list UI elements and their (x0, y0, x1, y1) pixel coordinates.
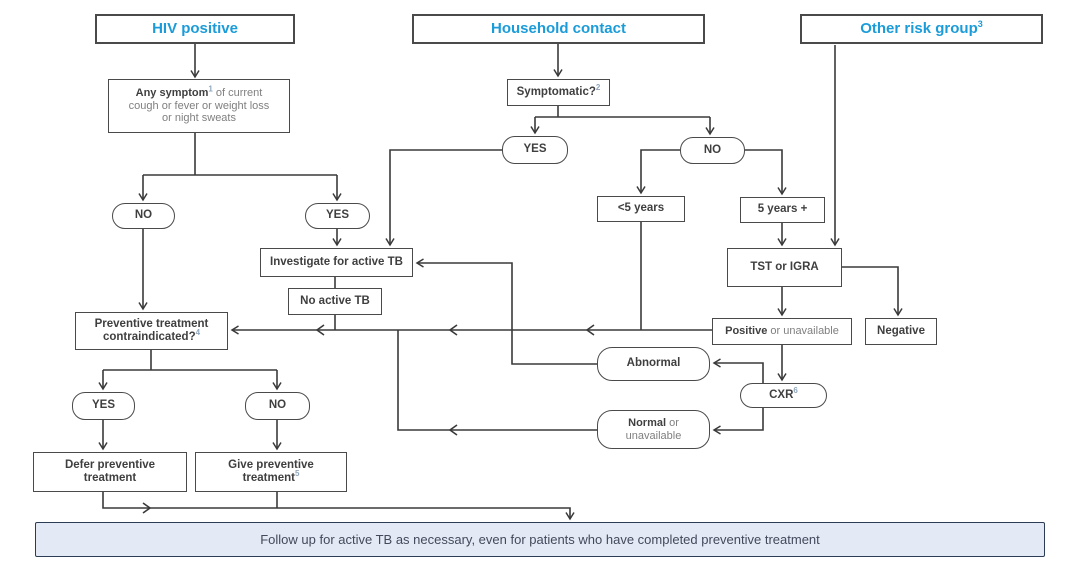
connector-cxr-to-normal (714, 408, 763, 430)
header-hiv-positive-label: HIV positive (152, 20, 238, 38)
node-cxr-label: CXR$^6$ (769, 386, 798, 401)
connector-no-household-to-under5 (641, 150, 680, 193)
node-abnormal (597, 347, 710, 381)
node-under-5-years-label: <5 years (617, 202, 665, 215)
node-symptomatic-label: Symptomatic?$^2$ (516, 83, 601, 98)
header-household-contact-label: Household contact (490, 20, 626, 38)
node-symptomatic (507, 79, 610, 106)
node-no-hiv-label: NO (134, 209, 153, 222)
node-5-years-plus-label: 5 years + (757, 203, 808, 216)
node-no-household (680, 137, 745, 164)
node-positive-or-unavailable (712, 318, 852, 345)
node-investigate-active-tb (260, 248, 413, 277)
footnote-6: 6 (793, 386, 798, 396)
footer-follow-up-banner (35, 522, 1045, 557)
node-positive-or-unavailable-label: Positive or unavailable (725, 325, 839, 338)
node-no-contraindicated (245, 392, 310, 420)
footer-follow-up-text: Follow up for active TB as necessary, even for patients who have completed preventive treatment (260, 532, 820, 547)
footnote-2: 2 (595, 83, 601, 93)
footnote-5: 5 (294, 469, 300, 479)
node-give-preventive-treatment-label: Give preventive treatment$^5$ (228, 458, 314, 484)
header-household-contact (412, 14, 705, 44)
footnote-1: 1 (208, 84, 213, 94)
node-abnormal-label: Abnormal (626, 357, 681, 370)
node-no-active-tb (288, 288, 382, 315)
header-hiv-positive (95, 14, 295, 44)
node-yes-contraindicated-label: YES (91, 399, 115, 412)
node-normal-or-unavailable-label: Normal or unavailable (625, 416, 682, 442)
connector-normal-to-mainline (398, 330, 597, 430)
node-no-active-tb-label: No active TB (300, 294, 370, 307)
node-preventive-treatment-contraindicated (75, 312, 228, 350)
connector-abnormal-to-investigate (417, 263, 597, 364)
header-other-risk-group (800, 14, 1043, 44)
node-yes-contraindicated (72, 392, 135, 420)
connector-defer-to-followup (103, 492, 570, 519)
node-no-hiv (112, 203, 175, 229)
connector-no-household-to-over5 (745, 150, 782, 194)
node-under-5-years (597, 196, 685, 222)
node-any-symptom-label: Any symptom$^1$ of current cough or fever or weight loss or night sweats (128, 84, 270, 125)
node-5-years-plus (740, 197, 825, 223)
node-investigate-active-tb-label: Investigate for active TB (270, 255, 403, 268)
node-no-household-label: NO (703, 143, 722, 156)
connector-yes-household-to-investigate (390, 150, 502, 245)
node-defer-preventive-treatment (33, 452, 187, 492)
node-negative (865, 318, 937, 345)
node-tst-or-igra (727, 248, 842, 287)
node-yes-hiv (305, 203, 370, 229)
node-yes-household-label: YES (523, 143, 547, 156)
node-tst-or-igra-label: TST or IGRA (750, 260, 819, 273)
header-other-risk-group-label: Other risk group$^3$ (860, 19, 983, 38)
node-any-symptom (108, 79, 290, 133)
connector-cxr-to-abnormal (714, 363, 763, 383)
node-preventive-treatment-contraindicated-label: Preventive treatment contraindicated?$^4$ (94, 317, 209, 343)
node-yes-hiv-label: YES (325, 209, 349, 222)
node-normal-or-unavailable (597, 410, 710, 449)
node-negative-label: Negative (877, 324, 925, 337)
node-yes-household (502, 136, 568, 164)
node-no-contraindicated-label: NO (268, 399, 287, 412)
connector-tst-to-negative (842, 267, 898, 315)
node-give-preventive-treatment (195, 452, 347, 492)
footnote-4: 4 (195, 328, 201, 338)
footnote-3: 3 (977, 19, 983, 30)
node-cxr (740, 383, 827, 408)
node-defer-preventive-treatment-label: Defer preventive treatment (64, 458, 156, 484)
